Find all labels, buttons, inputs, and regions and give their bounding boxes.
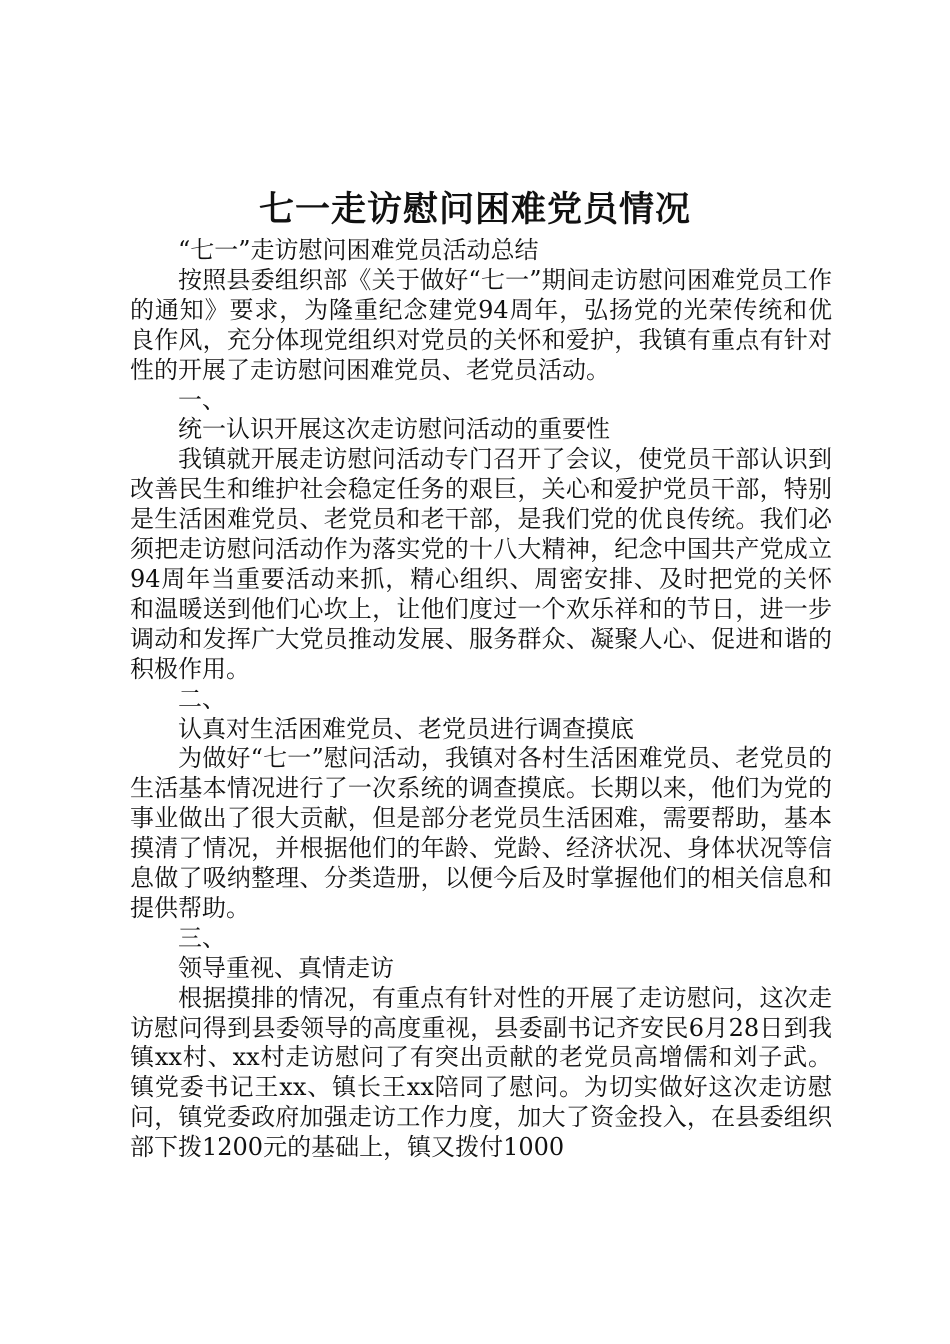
section-body-2: 为做好“七一”慰问活动，我镇对各村生活困难党员、老党员的生活基本情况进行了一次系统的调查摸底。长期以来，他们为党的事业做出了很大贡献，但是部分老党员生活困难，需要帮助，基本摸清了情况，并根据他们的年龄、党龄、经济状况、身体状况等信息做了吸纳整理、分类造册，以便今后及时掌握他们的相关信息和提供帮助。: [130, 744, 832, 922]
section-body-3: 根据摸排的情况，有重点有针对性的开展了走访慰问，这次走访慰问得到县委领导的高度重视，县委副书记齐安民6月28日到我镇xx村、xx村走访慰问了有突出贡献的老党员高增儒和刘子武。镇党委书记王xx、镇长王xx陪同了慰问。为切实做好这次走访慰问，镇党委政府加强走访工作力度，加大了资金投入，在县委组织部下拨1200元的基础上，镇又拨付1000: [130, 983, 832, 1162]
section-heading-2: 认真对生活困难党员、老党员进行调查摸底: [178, 714, 634, 743]
section-number-3: 三、: [178, 923, 226, 952]
section-heading-3: 领导重视、真情走访: [178, 953, 394, 982]
section-number-1: 一、: [178, 385, 226, 414]
intro-paragraph: 按照县委组织部《关于做好“七一”期间走访慰问困难党员工作的通知》要求，为隆重纪念建党94周年，弘扬党的光荣传统和优良作风，充分体现党组织对党员的关怀和爱护，我镇有重点有针对性的开展了走访慰问困难党员、老党员活动。: [130, 265, 832, 384]
section-body-1: 我镇就开展走访慰问活动专门召开了会议，使党员干部认识到改善民生和维护社会稳定任务的艰巨，关心和爱护党员干部，特别是生活困难党员、老党员和老干部，是我们党的优良传统。我们必须把走访慰问活动作为落实党的十八大精神，纪念中国共产党成立94周年当重要活动来抓，精心组织、周密安排、及时把党的关怀和温暖送到他们心坎上，让他们度过一个欢乐祥和的节日，进一步调动和发挥广大党员推动发展、服务群众、凝聚人心、促进和谐的积极作用。: [130, 445, 832, 683]
document-title: 七一走访慰问困难党员情况: [258, 189, 691, 230]
subtitle-paragraph: “七一”走访慰问困难党员活动总结: [178, 236, 539, 264]
section-heading-1: 统一认识开展这次走访慰问活动的重要性: [178, 415, 610, 444]
section-number-2: 二、: [178, 684, 226, 713]
document-body: [130, 236, 832, 1163]
